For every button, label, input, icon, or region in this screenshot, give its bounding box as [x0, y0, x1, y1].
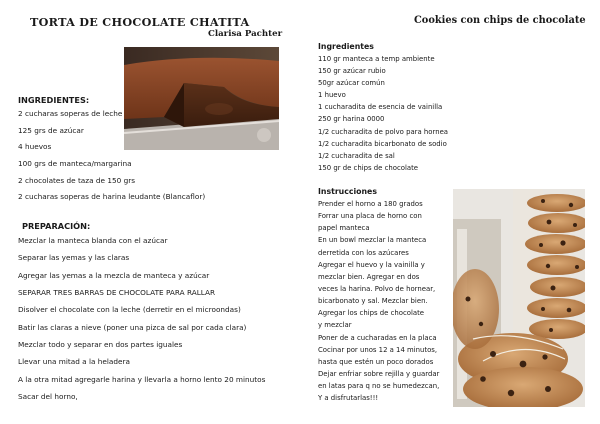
list-item: papel manteca: [318, 224, 370, 233]
list-item: 150 gr azúcar rubio: [318, 67, 386, 76]
cookie-ingredients-heading: Ingredientes: [318, 42, 374, 51]
list-item: 250 gr harina 0000: [318, 115, 385, 124]
list-item: A la otra mitad agregarle harina y llevarla a horno lento 20 minutos: [18, 374, 266, 384]
list-item: Llevar una mitad a la heladera: [18, 357, 130, 367]
list-item: 1/2 cucharadita de polvo para hornea: [318, 127, 449, 136]
list-item: 2 cucharas soperas de harina leudante (Blancaflor): [18, 192, 206, 202]
list-item: En un bowl mezclar la manteca: [318, 236, 427, 245]
preparation-list: [18, 237, 265, 410]
list-item: veces la harina. Polvo de hornear,: [318, 284, 436, 293]
right-recipe-title: Cookies con chips de chocolate: [414, 15, 586, 26]
list-item: Separar las yemas y las claras: [18, 253, 130, 263]
list-item: Poner de a cucharadas en la placa: [318, 333, 437, 342]
list-item: 50gr azúcar común: [318, 79, 385, 88]
list-item: Prender el horno a 180 grados: [318, 200, 423, 208]
ingredients-heading: INGREDIENTES:: [18, 95, 90, 105]
list-item: 100 grs de manteca/margarina: [18, 158, 132, 168]
list-item: Mezclar la manteca blanda con el azúcar: [18, 236, 168, 245]
list-item: Cocinar por unos 12 a 14 minutos,: [318, 345, 438, 354]
list-item: 4 huevos: [18, 142, 52, 152]
preparation-heading: PREPARACIÓN:: [22, 221, 91, 231]
list-item: en latas para q no se humedezcan,: [318, 382, 440, 391]
list-item: Agregar las yemas a la mezcla de manteca y azúcar: [18, 270, 210, 280]
list-item: Y a disfrutarlas!!!: [318, 394, 379, 403]
list-item: Batir las claras a nieve (poner una pizca de sal por cada clara): [18, 322, 247, 332]
list-item: hasta que estén un poco dorados: [318, 357, 434, 366]
list-item: 2 cucharas soperas de leche: [18, 109, 123, 118]
list-item: 1 huevo: [318, 91, 346, 100]
list-item: 110 gr manteca a temp ambiente: [318, 55, 435, 63]
list-item: Forrar una placa de horno con: [318, 212, 422, 221]
list-item: 1/2 cucharadita de sal: [318, 151, 395, 160]
list-item: Mezclar todo y separar en dos partes iguales: [18, 340, 183, 350]
list-item: Agregar el huevo y la vainilla y: [318, 260, 425, 269]
list-item: y mezclar: [318, 321, 352, 330]
list-item: Sacar del horno,: [18, 392, 78, 402]
list-item: Dejar enfriar sobre rejilla y guardar: [318, 369, 440, 378]
instructions-heading: Instrucciones: [318, 187, 377, 196]
list-item: bicarbonato y sal. Mezclar bien.: [318, 297, 428, 306]
list-item: 1/2 cucharadita bicarbonato de sodio: [318, 139, 447, 148]
cookies-photo: [453, 189, 585, 407]
cookie-ingredients-list: [318, 55, 448, 176]
list-item: 150 gr de chips de chocolate: [318, 163, 419, 172]
left-recipe-title: TORTA DE CHOCOLATE CHATITA: [30, 15, 250, 29]
list-item: Disolver el chocolate con la leche (derretir en el microondas): [18, 305, 241, 315]
list-item: 2 chocolates de taza de 150 grs: [18, 175, 136, 185]
list-item: SEPARAR TRES BARRAS DE CHOCOLATE PARA RALLAR: [18, 288, 216, 298]
list-item: derretida con los azúcares: [318, 248, 409, 257]
left-ingredients-list: [18, 110, 205, 210]
recipe-author: Clarisa Pachter: [208, 29, 283, 39]
list-item: Agregar los chips de chocolate: [318, 309, 425, 318]
instructions-list: [318, 200, 439, 406]
list-item: mezclar bien. Agregar en dos: [318, 272, 420, 281]
list-item: 1 cucharadita de esencia de vainilla: [318, 103, 443, 112]
list-item: 125 grs de azúcar: [18, 125, 84, 135]
